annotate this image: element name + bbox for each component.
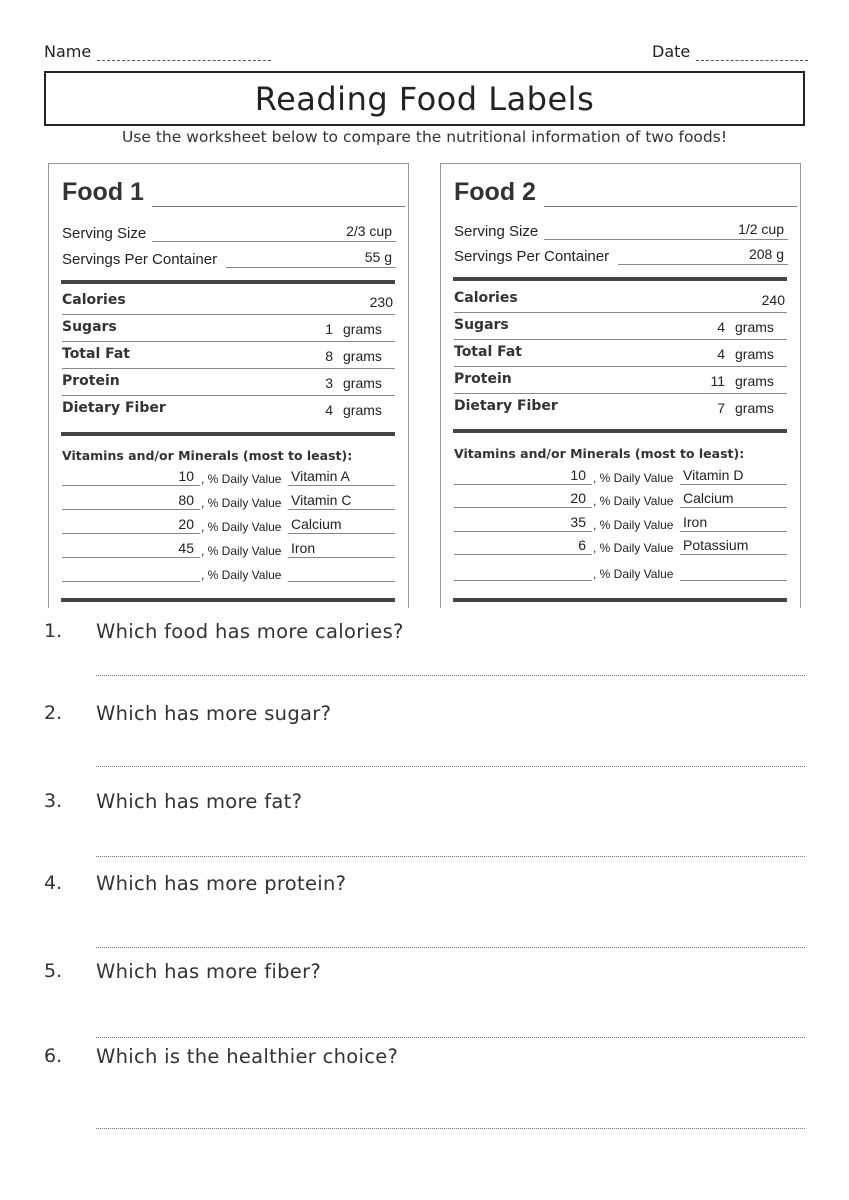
vitamin-name: Calcium (683, 490, 734, 506)
question-number: 5. (44, 960, 63, 982)
vitamin-row (454, 559, 787, 581)
daily-value-label: , % Daily Value (593, 471, 674, 485)
sugars-label: Sugars (62, 319, 117, 335)
food-label-panel-2 (440, 163, 801, 608)
vitamin-name: Iron (291, 540, 316, 556)
vitamin-row (62, 488, 395, 510)
servings-per-container-label: Servings Per Container (454, 248, 610, 265)
servings-per-container-value: 55 g (364, 249, 392, 265)
vitamin-amount: 80 (178, 492, 194, 508)
dietary-fiber-unit: grams (735, 400, 774, 416)
food-title (454, 178, 797, 207)
sugars-value: 4 (717, 319, 725, 335)
question-number: 3. (44, 790, 63, 812)
question-text: Which has more fiber? (96, 960, 322, 983)
dietary-fiber-row (454, 394, 787, 421)
vitamin-row (62, 464, 395, 486)
page-subtitle: Use the worksheet below to compare the nutritional information of two foods! (121, 128, 728, 146)
vitamins-heading: Vitamins and/or Minerals (most to least): (62, 448, 353, 463)
sugars-row (62, 315, 395, 342)
divider-thick (453, 598, 787, 602)
vitamin-row (454, 533, 787, 555)
dietary-fiber-value: 4 (325, 402, 333, 418)
question-number: 2. (44, 702, 63, 724)
vitamin-amount: 35 (570, 514, 586, 530)
vitamin-row (62, 512, 395, 534)
daily-value-label: , % Daily Value (201, 568, 282, 582)
protein-row (62, 369, 395, 396)
name-input-line[interactable] (97, 47, 271, 61)
total-fat-unit: grams (735, 346, 774, 362)
vitamin-row (454, 486, 787, 508)
total-fat-unit: grams (343, 348, 382, 364)
vitamin-amount: 20 (570, 490, 586, 506)
vitamin-amount: 45 (178, 540, 194, 556)
answer-line[interactable] (96, 856, 805, 857)
serving-size-row (454, 216, 788, 240)
serving-size-row (62, 218, 396, 242)
daily-value-label: , % Daily Value (201, 544, 282, 558)
answer-line[interactable] (96, 947, 805, 948)
title-box (44, 71, 805, 126)
answer-line[interactable] (96, 1128, 805, 1129)
daily-value-label: , % Daily Value (201, 472, 282, 486)
page-title: Reading Food Labels (254, 79, 595, 118)
serving-size-label: Serving Size (62, 225, 147, 242)
divider-thick (453, 277, 787, 281)
date-input-line[interactable] (696, 47, 808, 61)
question-text: Which has more protein? (96, 872, 347, 895)
total-fat-row (62, 342, 395, 369)
calories-row (62, 288, 395, 315)
name-label: Name (44, 42, 92, 61)
vitamin-row (62, 536, 395, 558)
food-label-panel-1 (48, 163, 409, 608)
divider-thick (61, 432, 395, 436)
food-name-line[interactable] (544, 183, 797, 207)
daily-value-label: , % Daily Value (201, 520, 282, 534)
servings-per-container-row (62, 244, 396, 268)
vitamin-name: Vitamin C (291, 492, 352, 508)
calories-value: 240 (761, 292, 785, 308)
date-field (652, 42, 808, 61)
daily-value-label: , % Daily Value (593, 494, 674, 508)
total-fat-value: 8 (325, 348, 333, 364)
food-title (62, 178, 405, 207)
total-fat-row (454, 340, 787, 367)
servings-per-container-row (454, 241, 788, 265)
food-title-label: Food 2 (454, 178, 536, 206)
serving-size-value: 2/3 cup (346, 223, 392, 239)
calories-label: Calories (454, 290, 518, 306)
dietary-fiber-label: Dietary Fiber (454, 398, 558, 414)
vitamin-amount: 6 (578, 537, 586, 553)
vitamin-amount: 20 (178, 516, 194, 532)
vitamin-amount: 10 (570, 467, 586, 483)
question-text: Which has more sugar? (96, 702, 332, 725)
food-title-label: Food 1 (62, 178, 144, 206)
sugars-unit: grams (343, 321, 382, 337)
protein-unit: grams (735, 373, 774, 389)
answer-line[interactable] (96, 766, 805, 767)
total-fat-label: Total Fat (62, 346, 131, 362)
vitamin-name: Iron (683, 514, 708, 530)
serving-size-value: 1/2 cup (738, 221, 784, 237)
sugars-value: 1 (325, 321, 333, 337)
servings-per-container-label: Servings Per Container (62, 251, 218, 268)
question-text: Which has more fat? (96, 790, 303, 813)
vitamin-name: Vitamin A (291, 468, 350, 484)
question-number: 4. (44, 872, 63, 894)
protein-label: Protein (454, 371, 512, 387)
total-fat-label: Total Fat (454, 344, 523, 360)
question-number: 1. (44, 620, 63, 642)
vitamin-name: Potassium (683, 537, 749, 553)
vitamin-row (454, 463, 787, 485)
question-number: 6. (44, 1045, 63, 1067)
total-fat-value: 4 (717, 346, 725, 362)
sugars-unit: grams (735, 319, 774, 335)
divider-thick (453, 429, 787, 433)
dietary-fiber-row (62, 396, 395, 423)
protein-value: 11 (710, 373, 725, 389)
servings-per-container-value: 208 g (748, 246, 784, 262)
daily-value-label: , % Daily Value (593, 518, 674, 532)
protein-label: Protein (62, 373, 120, 389)
vitamin-name: Vitamin D (683, 467, 744, 483)
calories-label: Calories (62, 292, 126, 308)
dietary-fiber-unit: grams (343, 402, 382, 418)
divider-thick (61, 598, 395, 602)
date-label: Date (652, 42, 691, 61)
vitamin-row (62, 560, 395, 582)
vitamin-row (454, 510, 787, 532)
question-text: Which is the healthier choice? (96, 1045, 399, 1068)
calories-row (454, 286, 787, 313)
food-name-line[interactable] (152, 183, 405, 207)
answer-line[interactable] (96, 675, 805, 676)
protein-value: 3 (325, 375, 333, 391)
sugars-row (454, 313, 787, 340)
daily-value-label: , % Daily Value (201, 496, 282, 510)
vitamin-name: Calcium (291, 516, 342, 532)
divider-thick (61, 280, 395, 284)
question-text: Which food has more calories? (96, 620, 404, 643)
daily-value-label: , % Daily Value (593, 541, 674, 555)
vitamins-heading: Vitamins and/or Minerals (most to least): (454, 446, 745, 461)
name-field (44, 42, 271, 61)
vitamin-amount: 10 (178, 468, 194, 484)
dietary-fiber-value: 7 (717, 400, 725, 416)
dietary-fiber-label: Dietary Fiber (62, 400, 166, 416)
serving-size-label: Serving Size (454, 223, 539, 240)
protein-row (454, 367, 787, 394)
answer-line[interactable] (96, 1037, 805, 1038)
calories-value: 230 (369, 294, 393, 310)
protein-unit: grams (343, 375, 382, 391)
daily-value-label: , % Daily Value (593, 567, 674, 581)
sugars-label: Sugars (454, 317, 509, 333)
